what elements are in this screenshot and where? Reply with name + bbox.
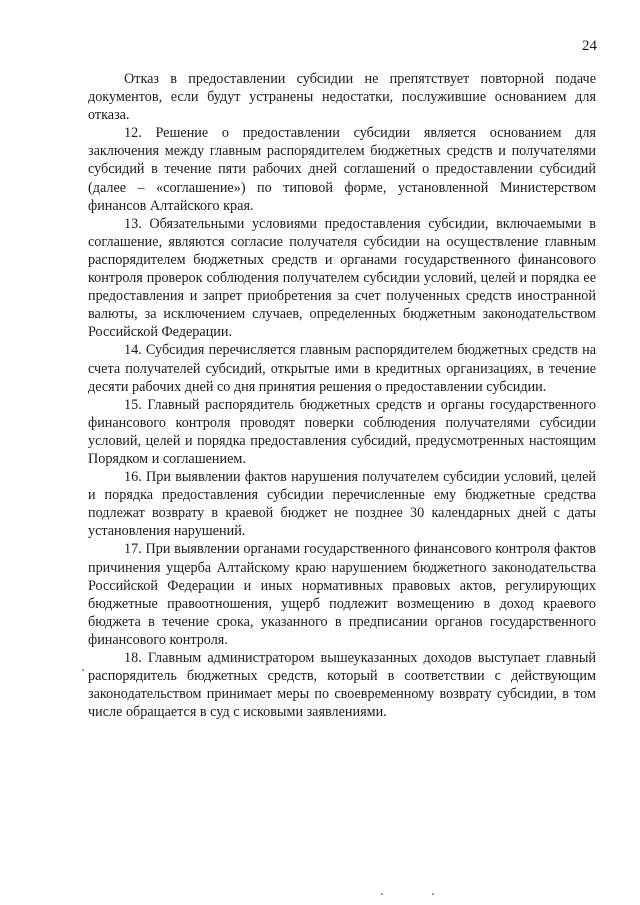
- paragraph-13: 13. Обязательными условиями предоставления субсидии, включаемыми в соглашение, являются согласие получателя субсидии на осуществление главным распорядителем бюджетных средств и органами государственного финансового контроля проверок соблюдения получателем субсидии условий, целей и порядка ее предоставления и запрет приобретения за счет полученных средств иностранной валюты, за исключением случаев, определенных бюджетным законодательством Российской Федерации.: [88, 215, 596, 341]
- paragraph-refusal-note: Отказ в предоставлении субсидии не препятствует повторной подаче документов, если будут устранены недостатки, послужившие основанием для отказа.: [88, 71, 596, 124]
- page-number: 24: [582, 38, 597, 54]
- document-body: [88, 70, 596, 721]
- paragraph-16: 16. При выявлении фактов нарушения получателем субсидии условий, целей и порядка предоставления субсидии перечисленные ему бюджетные средства подлежат возврату в краевой бюджет не позднее 30 календарных дней с даты установления нарушений.: [88, 469, 596, 540]
- scan-speck: [381, 893, 383, 895]
- paragraph-17: 17. При выявлении органами государственного финансового контроля фактов причинения ущерба Алтайскому краю нарушением бюджетного законодательства Российской Федерации и иных нормативных правовых актов, регулирующих бюджетные правоотношения, ущерб подлежит возмещению в доход краевого бюджета в течение срока, указанного в предписании органов государственного финансового контроля.: [88, 541, 596, 648]
- paragraph-15: 15. Главный распорядитель бюджетных средств и органы государственного финансового контроля проводят поверки соблюдения получателями субсидии условий, целей и порядка предоставления субсидий, предусмотренных настоящим Порядком и соглашением.: [88, 396, 596, 467]
- paragraph-12: 12. Решение о предоставлении субсидии является основанием для заключения между главным распорядителем бюджетных средств и получателями субсидий в течение пяти рабочих дней соглашений о предоставлении субсидий (далее – «соглашение») по типовой форме, установленной Министерством финансов Алтайского края.: [88, 125, 596, 214]
- paragraph-14: 14. Субсидия перечисляется главным распорядителем бюджетных средств на счета получателей субсидий, открытые ими в кредитных организациях, в течение десяти рабочих дней со дня принятия решения о предоставлении субсидии.: [88, 342, 596, 395]
- paragraph-18: 18. Главным администратором вышеуказанных доходов выступает главный распорядитель бюджетных средств, который в соответствии с действующим законодательством принимает меры по своевременному возврату субсидии, в том числе обращается в суд с исковыми заявлениями.: [88, 650, 596, 721]
- scan-speck: [82, 669, 84, 671]
- scan-speck: [432, 893, 434, 895]
